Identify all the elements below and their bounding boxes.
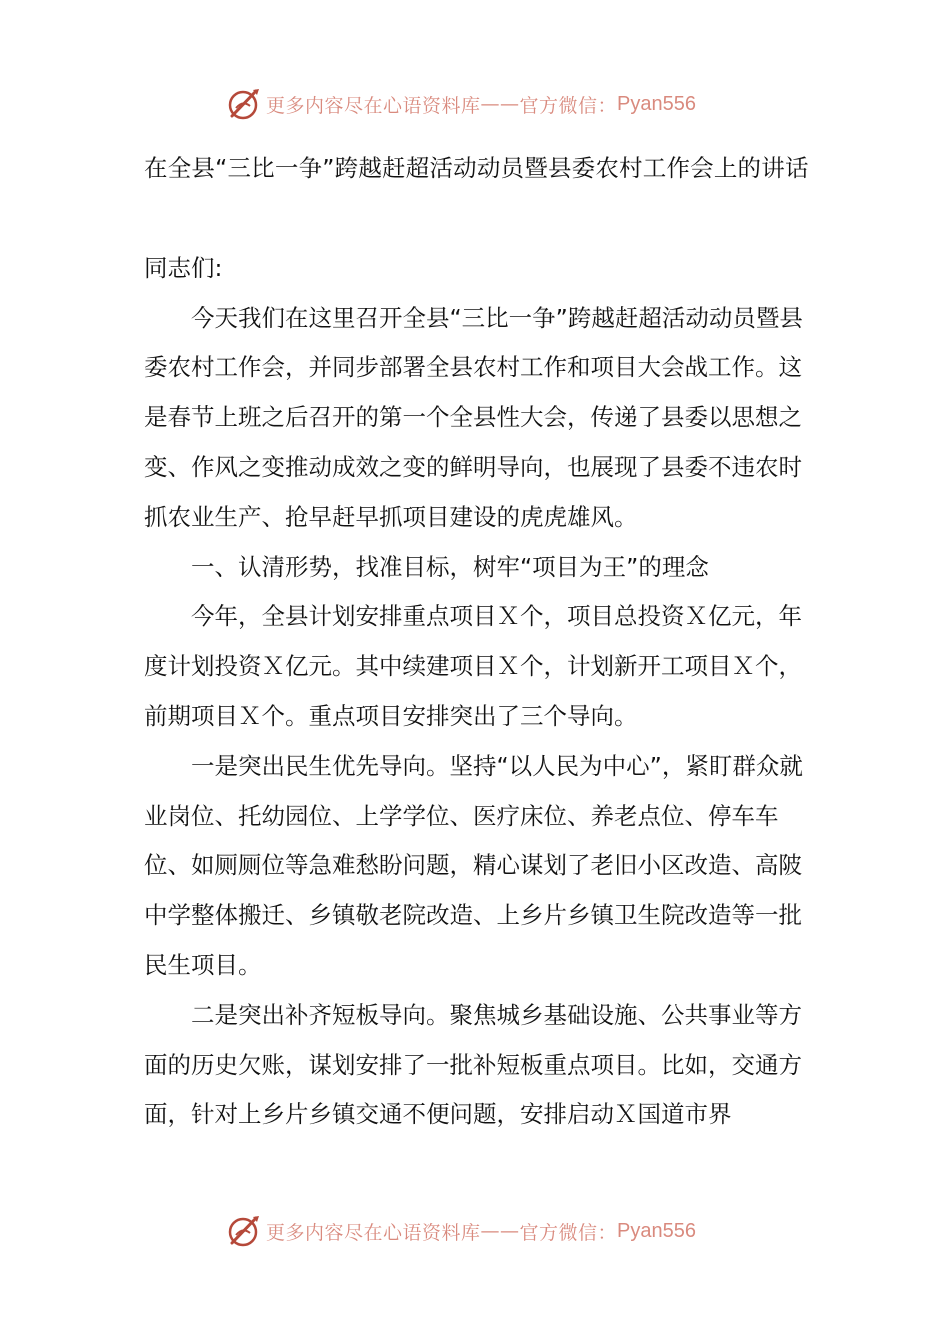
banner-wechat-id: Pyan556: [617, 92, 696, 115]
banner-dash: ——: [480, 93, 520, 115]
paragraph: 二是突出补齐短板导向。聚焦城乡基础设施、公共事业等方面的历史欠账，谋划安排了一批补短板重点项目。比如，交通方面，针对上乡片乡镇交通不便问题，安排启动Ｘ国道市界: [144, 1000, 802, 1129]
banner-dash: ——: [480, 1220, 520, 1242]
paragraph: 一是突出民生优先导向。坚持“以人民为中心”，紧盯群众就业岗位、托幼园位、上学学位、医疗床位、养老点位、停车车位、如厕厕位等急难愁盼问题，精心谋划了老旧小区改造、高陂中学整体搬迁、乡镇敬老院改造、上乡片乡镇卫生院改造等一批民生项目。: [144, 751, 803, 979]
banner-wechat-id: Pyan556: [617, 1219, 696, 1242]
document-title: 在全县“三比一争”跨越赶超活动动员暨县委农村工作会上的讲话: [144, 154, 809, 182]
pen-logo-icon: [226, 1213, 262, 1249]
spacer: [144, 194, 824, 244]
paragraph: 今天我们在这里召开全县“三比一争”跨越赶超活动动员暨县委农村工作会，并同步部署全县农村工作和项目大会战工作。这是春节上班之后召开的第一个全县性大会，传递了县委以思想之变、作风之变推动成效之变的鲜明导向，也展现了县委不违农时抓农业生产、抢早赶早抓项目建设的虎虎雄风。: [144, 303, 803, 531]
banner-wechat-label: 官方微信：: [519, 1221, 618, 1244]
pen-logo-icon: [226, 86, 262, 122]
section-heading: 一、认清形势，找准目标，树牢“项目为王”的理念: [191, 552, 709, 581]
banner-site-text: 更多内容尽在心语资料库: [266, 1221, 481, 1244]
salutation: 同志们:: [144, 253, 223, 282]
banner-site-text: 更多内容尽在心语资料库: [266, 94, 481, 117]
document-body: [144, 144, 824, 1140]
footer-watermark: [226, 1211, 696, 1251]
paragraph: 今年，全县计划安排重点项目Ｘ个，项目总投资Ｘ亿元，年度计划投资Ｘ亿元。其中续建项目Ｘ个，计划新开工项目Ｘ个，前期项目Ｘ个。重点项目安排突出了三个导向。: [144, 602, 802, 730]
header-watermark: [226, 84, 696, 124]
banner-wechat-label: 官方微信：: [519, 94, 618, 117]
